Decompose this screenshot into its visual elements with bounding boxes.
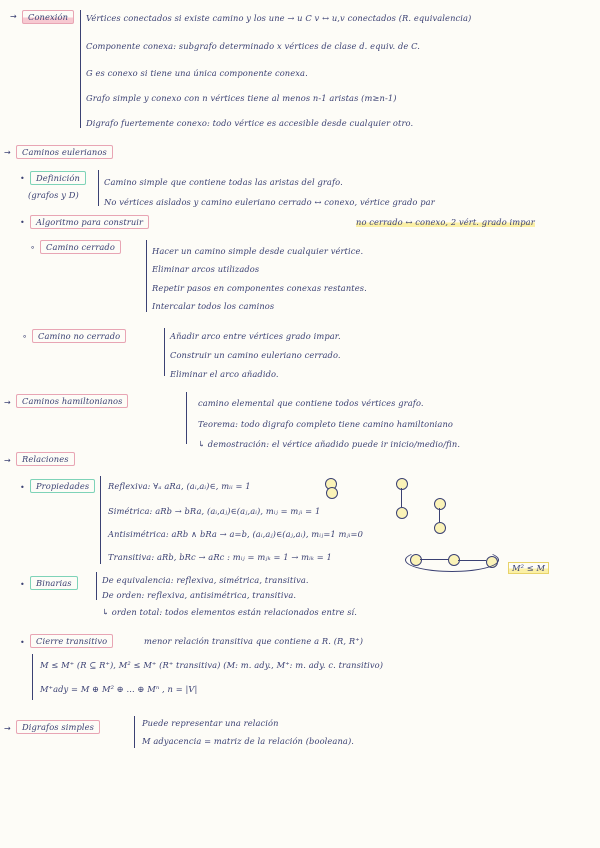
bullet-arrow: → — [4, 456, 11, 465]
bullet-dot: • — [20, 174, 25, 183]
graph-node-icon — [434, 498, 446, 510]
definicion-line-2: No vértices aislados y camino euleriano cerrado ↔ conexo, vértice grado par — [104, 197, 435, 207]
propiedad-simetrica: Simétrica: aRb → bRa, (aᵢ,aⱼ)∈(aⱼ,aᵢ), mᵢⱼ = mⱼᵢ = 1 — [108, 506, 321, 516]
cerrado-step-2: Eliminar arcos utilizados — [152, 264, 260, 274]
no-cerrado-step-3: Eliminar el arco añadido. — [170, 369, 279, 379]
brace-line — [98, 170, 99, 206]
bullet-dot: ∘ — [30, 243, 36, 252]
bullet-dot: • — [20, 483, 25, 492]
cerrado-step-4: Intercalar todos los caminos — [152, 301, 275, 311]
brace-line — [186, 392, 187, 444]
bullet-arrow: → — [4, 398, 11, 407]
graph-node-icon — [434, 522, 446, 534]
binaria-orden: De orden: reflexiva, antisimétrica, transitiva. — [102, 590, 297, 600]
conexion-line-1: Vértices conectados si existe camino y los une → u C v ↔ u,v conectados (R. equivalencia) — [86, 13, 472, 23]
graph-node-icon — [396, 478, 408, 490]
camino-cerrado-label: Camino cerrado — [40, 240, 121, 254]
algoritmo-label: Algoritmo para construir — [30, 215, 149, 229]
cerrado-step-1: Hacer un camino simple desde cualquier vértice. — [152, 246, 364, 256]
hamilton-line-3: ↳ demostración: el vértice añadido puede ir inicio/medio/fin. — [198, 439, 461, 449]
conexion-line-3: G es conexo si tiene una única componente conexa. — [86, 68, 308, 78]
no-cerrado-step-1: Añadir arco entre vértices grado impar. — [170, 331, 341, 341]
section-title-hamilton: Caminos hamiltonianos — [16, 394, 128, 408]
brace-line — [80, 10, 81, 128]
section-title-digrafos: Digrafos simples — [16, 720, 100, 734]
definicion-line-3: no cerrado ↔ conexo, 2 vért. grado impar — [356, 217, 535, 227]
no-cerrado-step-2: Construir un camino euleriano cerrado. — [170, 350, 341, 360]
propiedad-reflexiva: Reflexiva: ∀ₐ aRa, (aᵢ,aᵢ)∈, mᵢᵢ = 1 — [108, 481, 251, 491]
graph-edge — [439, 508, 440, 522]
graph-node-icon — [396, 507, 408, 519]
graph-edge — [401, 488, 402, 507]
section-title-euler: Caminos eulerianos — [16, 145, 113, 159]
graph-node-icon — [326, 487, 338, 499]
section-title-conexion: Conexión — [22, 10, 74, 24]
camino-no-cerrado-label: Camino no cerrado — [32, 329, 126, 343]
brace-line — [134, 716, 135, 748]
graph-edge — [405, 548, 499, 572]
propiedades-label: Propiedades — [30, 479, 95, 493]
section-title-relaciones: Relaciones — [16, 452, 75, 466]
brace-line — [32, 654, 33, 700]
conexion-line-2: Componente conexa: subgrafo determinado x vértices de clase d. equiv. de C. — [86, 41, 421, 51]
cierre-line-2: M ≤ M⁺ (R ⊆ R⁺), M² ≤ M⁺ (R⁺ transitiva) (M: m. ady., M⁺: m. ady. c. transitivo) — [40, 660, 384, 670]
hamilton-line-2: Teorema: todo digrafo completo tiene camino hamiltoniano — [198, 419, 453, 429]
digrafos-line-2: M adyacencia = matriz de la relación (booleana). — [142, 736, 355, 746]
brace-line — [164, 328, 165, 376]
brace-line — [100, 476, 101, 564]
cierre-line-3: M⁺ady = M ⊕ M² ⊕ ... ⊕ Mⁿ , n = |V| — [40, 684, 198, 694]
bullet-dot: • — [20, 218, 25, 227]
brace-line — [96, 572, 97, 600]
bullet-dot: • — [20, 638, 25, 647]
cierre-label: Cierre transitivo — [30, 634, 113, 648]
digrafos-line-1: Puede representar una relación — [142, 718, 279, 728]
orden-total: ↳ orden total: todos elementos están relacionados entre sí. — [102, 607, 358, 617]
bullet-arrow: → — [4, 148, 11, 157]
brace-line — [146, 240, 147, 312]
bullet-dot: ∘ — [22, 332, 28, 341]
bullet-dot: • — [20, 580, 25, 589]
bullet-arrow: → — [10, 12, 17, 21]
m2-label: M² ≤ M — [508, 562, 549, 574]
conexion-line-4: Grafo simple y conexo con n vértices tiene al menos n-1 aristas (m≥n-1) — [86, 93, 397, 103]
conexion-line-5: Digrafo fuertemente conexo: todo vértice es accesible desde cualquier otro. — [86, 118, 414, 128]
definicion-label: Definición — [30, 171, 86, 185]
definicion-sublabel: (grafos y D) — [28, 190, 79, 200]
hamilton-line-1: camino elemental que contiene todos vértices grafo. — [198, 398, 424, 408]
cierre-line-1: menor relación transitiva que contiene a R. (R, R⁺) — [144, 636, 364, 646]
propiedad-transitiva: Transitiva: aRb, bRc → aRc : mᵢⱼ = mⱼₖ = 1 → mᵢₖ = 1 — [108, 552, 332, 562]
definicion-line-1: Camino simple que contiene todas las aristas del grafo. — [104, 177, 343, 187]
propiedad-antisimetrica: Antisimétrica: aRb ∧ bRa → a=b, (aᵢ,aⱼ)∈(aⱼ,aᵢ), mᵢⱼ=1 mⱼᵢ=0 — [108, 529, 363, 539]
bullet-arrow: → — [4, 724, 11, 733]
cerrado-step-3: Repetir pasos en componentes conexas restantes. — [152, 283, 367, 293]
binarias-label: Binarias — [30, 576, 78, 590]
binaria-equivalencia: De equivalencia: reflexiva, simétrica, transitiva. — [102, 575, 309, 585]
